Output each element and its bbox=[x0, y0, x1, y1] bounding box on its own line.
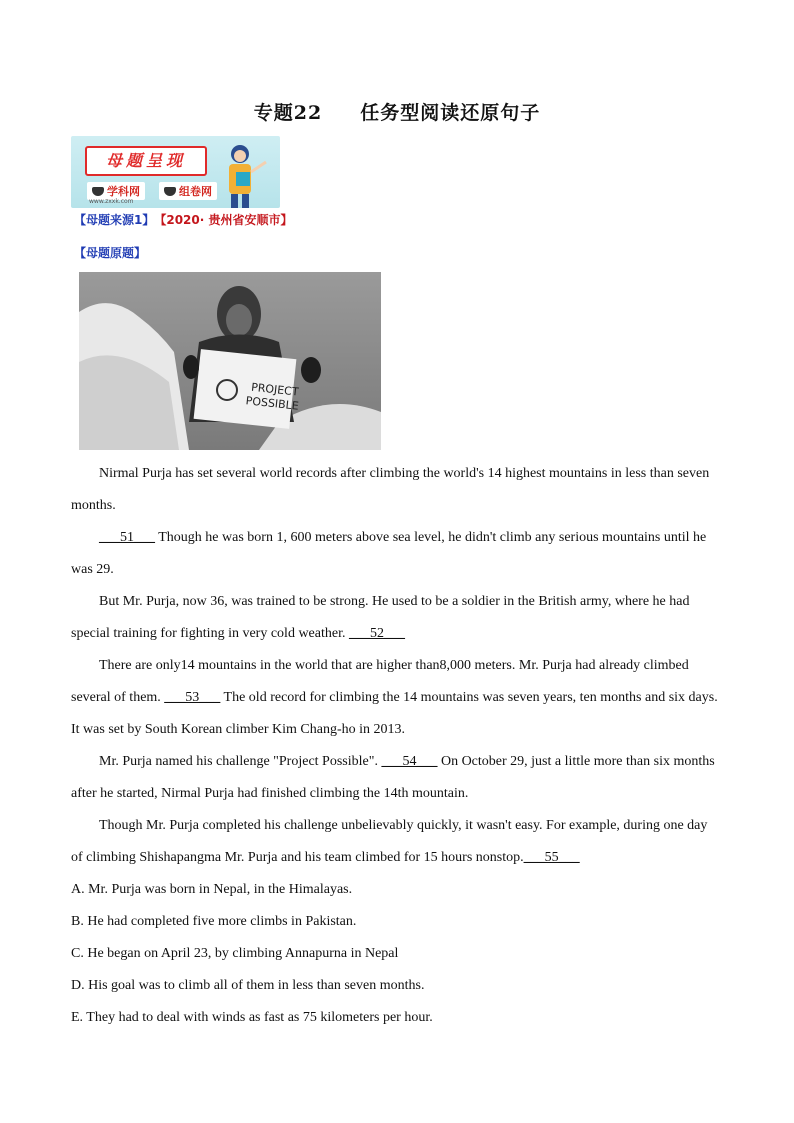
source-value: 【2020· 贵州省安顺市】 bbox=[160, 213, 293, 227]
passage-paragraph-6 bbox=[71, 810, 721, 874]
blank-53: ___53___ bbox=[164, 690, 221, 705]
passage-paragraph-3 bbox=[71, 586, 721, 650]
blank-55: ___55___ bbox=[523, 850, 580, 865]
climber-photo-image bbox=[79, 272, 381, 450]
option-b: B. He had completed five more climbs in Pakistan. bbox=[71, 914, 357, 929]
climber-photo bbox=[79, 272, 381, 450]
p2-text: Though he was born 1, 600 meters above sea level, he didn't climb any serious mountains until he was 29. bbox=[71, 530, 707, 577]
logo-sub: www.zxxk.com bbox=[89, 198, 134, 205]
sign-line1: PROJECT bbox=[250, 380, 300, 399]
blank-54: ___54___ bbox=[381, 754, 438, 769]
option-e: E. They had to deal with winds as fast as 75 kilometers per hour. bbox=[71, 1010, 433, 1025]
p5-text: Mr. Purja named his challenge "Project Possible". bbox=[99, 754, 382, 769]
original-question-label: 【母题原题】 bbox=[74, 246, 147, 260]
banner-heading: 母题呈现 bbox=[85, 146, 207, 176]
passage-paragraph-5 bbox=[71, 746, 721, 810]
cap-icon bbox=[92, 187, 104, 196]
logo2-text: 组卷网 bbox=[179, 185, 212, 198]
sign-line2: POSSIBLE bbox=[245, 394, 300, 413]
page-title bbox=[0, 98, 794, 125]
p3-text: But Mr. Purja, now 36, was trained to be strong. He used to be a soldier in the British army, where he had special training for fighting in very cold weather. bbox=[71, 594, 690, 641]
passage-paragraph-4 bbox=[71, 650, 721, 746]
option-d: D. His goal was to climb all of them in less than seven months. bbox=[71, 978, 425, 993]
section-banner bbox=[71, 136, 280, 208]
title-part2: 任务型阅读还原句子 bbox=[360, 102, 541, 124]
passage-paragraph-2 bbox=[71, 522, 721, 586]
title-part1: 专题22 bbox=[253, 102, 323, 124]
zjw-logo bbox=[159, 182, 217, 200]
blank-52: ___52___ bbox=[348, 626, 405, 641]
p6-text: Though Mr. Purja completed his challenge unbelievably quickly, it wasn't easy. For example, during one day of climbing Shishapangma Mr. Purja and his team climbed for 15 hours nonstop. bbox=[71, 818, 708, 865]
source-line bbox=[74, 211, 293, 228]
p4b-text: The old record for climbing the 14 mountains was seven years, ten months and six days. It was set by South Korean climber Kim Chang-ho in 2013. bbox=[71, 690, 718, 737]
source-label: 【母题来源1】 bbox=[74, 213, 155, 227]
logo1-text: 学科网 bbox=[107, 185, 140, 198]
blank-51: ___51___ bbox=[99, 530, 155, 545]
teacher-illustration-icon bbox=[214, 142, 270, 208]
passage bbox=[71, 458, 721, 1034]
p4-text: There are only14 mountains in the world that are higher than8,000 meters. Mr. Purja had already climbed several of them. bbox=[71, 658, 689, 705]
cap-icon bbox=[164, 187, 176, 196]
p5b-text: On October 29, just a little more than six months after he started, Nirmal Purja had finished climbing the 14th mountain. bbox=[71, 754, 715, 801]
option-c: C. He began on April 23, by climbing Annapurna in Nepal bbox=[71, 946, 399, 961]
option-a: A. Mr. Purja was born in Nepal, in the Himalayas. bbox=[71, 882, 353, 897]
passage-paragraph-1: Nirmal Purja has set several world records after climbing the world's 14 highest mountains in less than seven months. bbox=[71, 466, 710, 513]
